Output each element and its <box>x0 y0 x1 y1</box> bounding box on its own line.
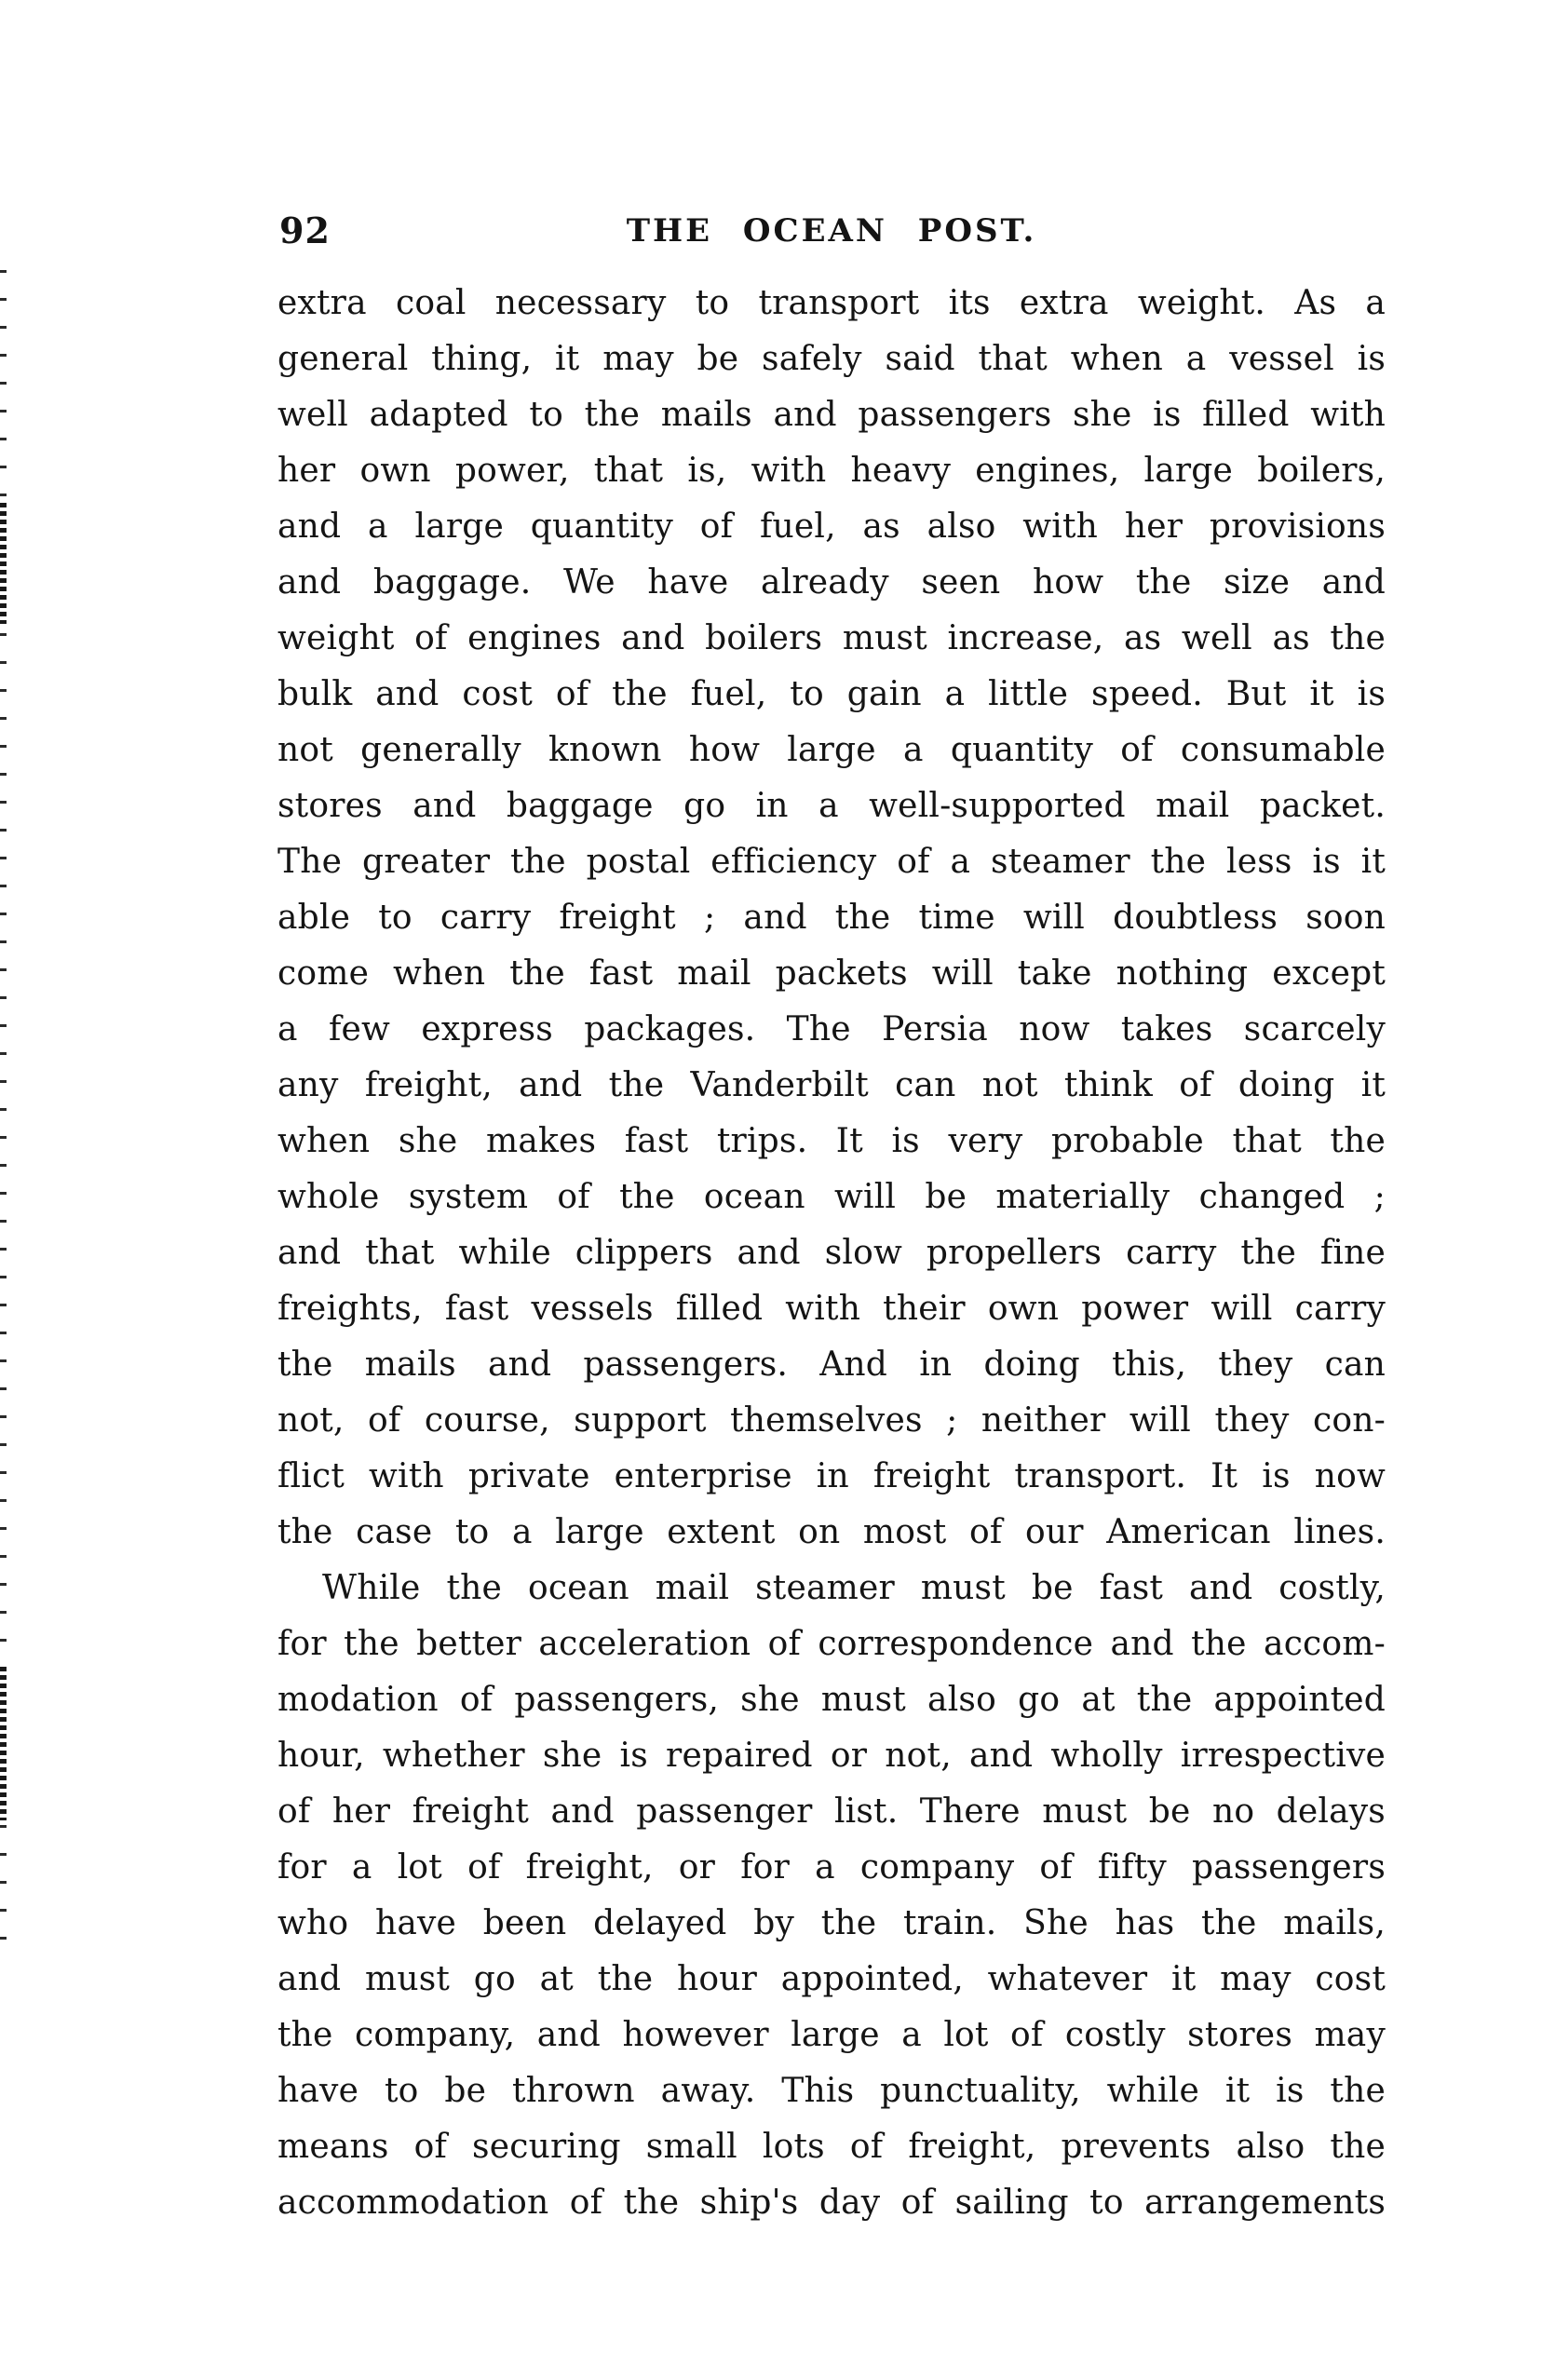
text-line: bulk and cost of the fuel, to gain a little speed. But it is <box>277 675 1386 713</box>
text-line: able to carry freight ; and the time will doubtless soon <box>277 899 1386 937</box>
text-line: stores and baggage go in a well-supported mail packet. <box>277 787 1386 825</box>
text-line: general thing, it may be safely said that when a vessel is <box>277 340 1386 378</box>
text-line: a few express packages. The Persia now takes scarcely <box>277 1010 1386 1048</box>
text-line: the case to a large extent on most of our American lines. <box>277 1513 1386 1551</box>
text-line: her own power, that is, with heavy engines, large boilers, <box>277 452 1386 490</box>
scan-edge-artifact <box>0 503 7 624</box>
text-line: flict with private enterprise in freight transport. It is now <box>277 1457 1386 1495</box>
text-line: for a lot of freight, or for a company of fifty passengers <box>277 1848 1386 1886</box>
text-line: weight of engines and boilers must increase, as well as the <box>277 619 1386 657</box>
text-line: While the ocean mail steamer must be fast and costly, <box>322 1569 1386 1607</box>
scan-edge-artifact <box>0 633 7 1667</box>
page-body <box>277 276 1386 2231</box>
text-line: freights, fast vessels filled with their own power will carry <box>277 1290 1386 1328</box>
page-header <box>277 210 1386 255</box>
text-line: not, of course, support themselves ; neither will they con- <box>277 1401 1386 1440</box>
scan-edge-artifact <box>0 1667 7 1820</box>
text-line: not generally known how large a quantity of consumable <box>277 731 1386 769</box>
text-line: when she makes fast trips. It is very probable that the <box>277 1122 1386 1160</box>
text-line: have to be thrown away. This punctuality, while it is the <box>277 2072 1386 2110</box>
text-line: and baggage. We have already seen how the size and <box>277 563 1386 602</box>
text-line: for the better acceleration of correspondence and the accom- <box>277 1625 1386 1663</box>
text-line: The greater the postal efficiency of a steamer the less is it <box>277 843 1386 881</box>
text-line: the mails and passengers. And in doing this, they can <box>277 1346 1386 1384</box>
scan-edge-artifact <box>0 270 7 503</box>
page-number: 92 <box>279 210 331 251</box>
text-line: whole system of the ocean will be materially changed ; <box>277 1178 1386 1216</box>
paragraph <box>277 276 1386 1561</box>
text-line: modation of passengers, she must also go at the appointed <box>277 1681 1386 1719</box>
text-line: come when the fast mail packets will take nothing except <box>277 954 1386 993</box>
text-line: and must go at the hour appointed, whatever it may cost <box>277 1960 1386 1998</box>
text-line: hour, whether she is repaired or not, and wholly irrespective <box>277 1737 1386 1775</box>
text-line: who have been delayed by the train. She has the mails, <box>277 1904 1386 1942</box>
paragraph <box>277 1561 1386 2231</box>
text-line: any freight, and the Vanderbilt can not think of doing it <box>277 1066 1386 1104</box>
text-line: and a large quantity of fuel, as also with her provisions <box>277 507 1386 546</box>
text-line: the company, and however large a lot of costly stores may <box>277 2016 1386 2054</box>
text-line: well adapted to the mails and passengers she is filled with <box>277 396 1386 434</box>
text-line: accommodation of the ship's day of sailing to arrangements <box>277 2184 1386 2222</box>
scan-edge-artifact <box>0 1825 7 1965</box>
text-line: extra coal necessary to transport its extra weight. As a <box>277 284 1386 322</box>
running-title: THE OCEAN POST. <box>626 212 1037 250</box>
text-line: means of securing small lots of freight, prevents also the <box>277 2128 1386 2166</box>
text-line: and that while clippers and slow propellers carry the fine <box>277 1234 1386 1272</box>
text-line: of her freight and passenger list. There must be no delays <box>277 1792 1386 1831</box>
